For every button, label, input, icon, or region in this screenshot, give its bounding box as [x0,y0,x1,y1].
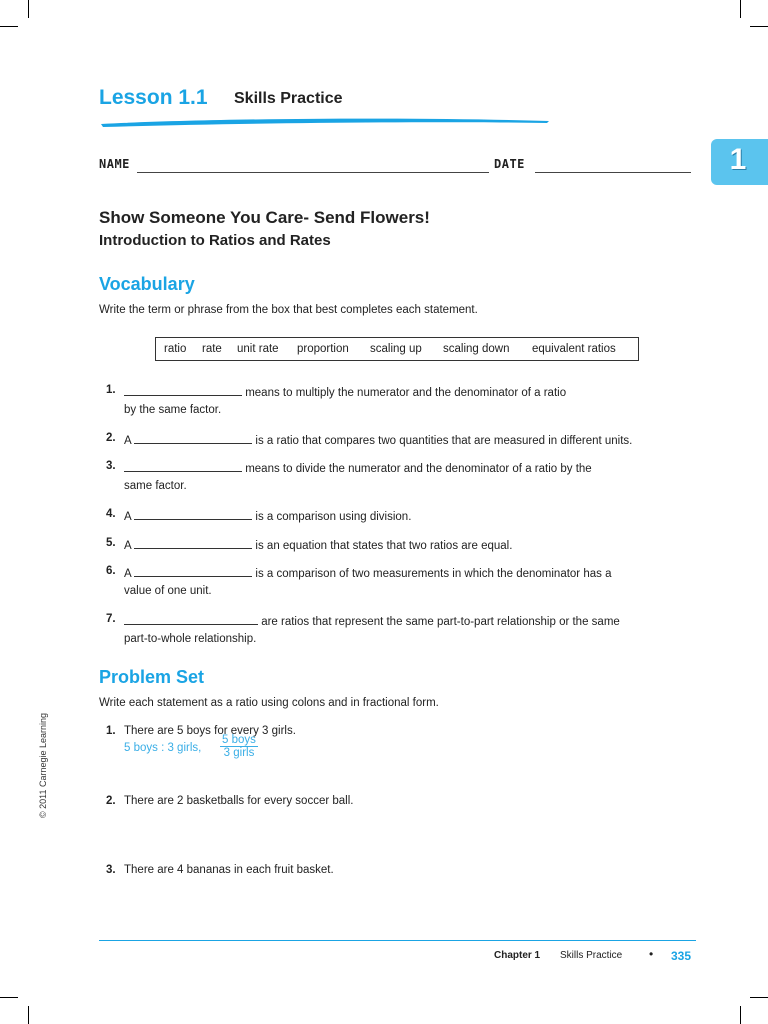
vocab-term: proportion [297,343,349,355]
chapter-tab [711,139,768,185]
footer-chapter: Chapter 1 [494,950,541,961]
copyright-notice: © 2011 Carnegie Learning [38,712,48,818]
crop-mark [750,26,768,27]
name-date-row [99,157,691,177]
question-text: is a comparison of two measurements in which the denominator has a [252,568,612,580]
main-title: Show Someone You Care- Send Flowers! [99,208,430,227]
sample-answer [124,734,256,759]
vocab-term: equivalent ratios [532,343,616,355]
problem-text: There are 4 bananas in each fruit basket. [124,864,334,876]
answer-colon-form: 5 boys : 3 girls, [124,742,202,754]
vocab-term: scaling up [370,343,422,355]
problem-text: There are 2 basketballs for every soccer ball. [124,795,354,807]
question-text: means to divide the numerator and the denominator of a ratio by the [242,463,592,475]
question-number: 2. [106,432,116,444]
question-text-cont: by the same factor. [124,404,222,416]
crop-mark [740,1006,741,1024]
fraction-denominator: 3 girls [223,747,255,759]
vocabulary-heading: Vocabulary [99,274,195,294]
question-prefix: A [124,435,135,447]
crop-mark [28,1006,29,1024]
problem-set-instruction: Write each statement as a ratio using colons and in fractional form. [99,697,439,709]
question-prefix: A [124,568,135,580]
page-number: 335 [671,949,692,963]
answer-blank[interactable] [124,460,242,472]
header-brush-stroke [99,115,551,129]
crop-mark [0,26,18,27]
crop-mark [750,997,768,998]
answer-blank[interactable] [134,432,252,444]
vocabulary-word-box [155,337,639,361]
question-text-cont: value of one unit. [124,585,212,597]
question-text-cont: same factor. [124,480,187,492]
crop-mark [0,997,18,998]
vocabulary-instruction: Write the term or phrase from the box that best completes each statement. [99,304,478,316]
footer-section: Skills Practice [560,950,623,961]
crop-mark [740,0,741,18]
problem-set-heading: Problem Set [99,667,205,687]
name-field[interactable] [137,172,489,173]
date-field[interactable] [535,172,691,173]
footer-bullet: • [649,947,654,961]
question-number: 3. [106,460,116,472]
answer-blank[interactable] [134,537,252,549]
question-text: is a ratio that compares two quantities that are measured in different units. [252,435,633,447]
question-number: 7. [106,613,116,625]
sub-title: Introduction to Ratios and Rates [99,232,331,249]
question-prefix: A [124,540,135,552]
problem-number: 1. [106,725,116,737]
vocab-term: ratio [164,343,187,355]
vocab-term: scaling down [443,343,510,355]
fraction-numerator: 5 boys [220,734,258,747]
date-label: DATE [494,157,525,171]
question-text: means to multiply the numerator and the denominator of a ratio [242,387,567,399]
question-number: 1. [106,384,116,396]
problem-number: 3. [106,864,116,876]
answer-blank[interactable] [134,508,252,520]
lesson-title: Skills Practice [234,90,343,107]
chapter-tab-number: 1 [729,143,747,176]
question-prefix: A [124,511,135,523]
answer-blank[interactable] [134,565,252,577]
vocab-term: rate [202,343,222,355]
question-number: 6. [106,565,116,577]
answer-blank[interactable] [124,384,242,396]
vocab-term: unit rate [237,343,279,355]
question-text: is an equation that states that two ratios are equal. [252,540,513,552]
problem-text: There are 5 boys for every 3 girls. [124,725,296,737]
question-text: are ratios that represent the same part-to-part relationship or the same [258,616,620,628]
question-number: 4. [106,508,116,520]
name-label: NAME [99,157,130,171]
answer-blank[interactable] [124,613,258,625]
question-number: 5. [106,537,116,549]
lesson-number: Lesson 1.1 [99,86,208,109]
question-text-cont: part-to-whole relationship. [124,633,257,645]
problem-number: 2. [106,795,116,807]
question-text: is a comparison using division. [252,511,412,523]
crop-mark [28,0,29,18]
answer-fraction [220,734,258,759]
footer-divider [99,940,696,941]
